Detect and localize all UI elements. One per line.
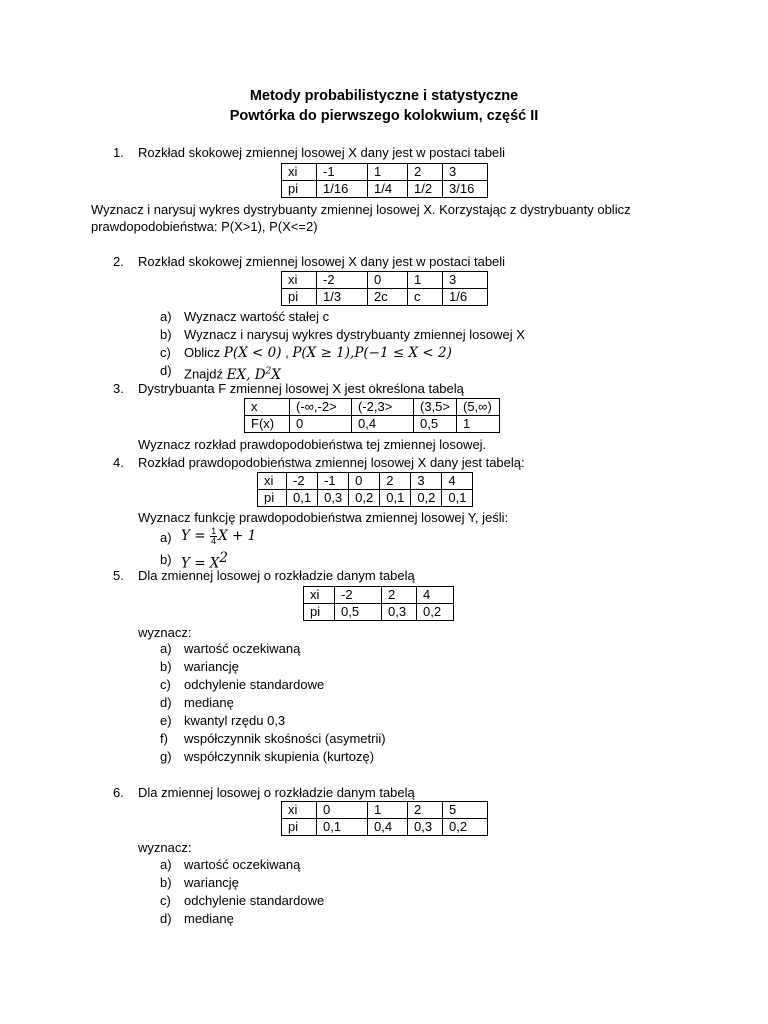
table-cell: c <box>408 289 443 306</box>
table-cell: 1/4 <box>368 181 408 198</box>
table-cell: 0 <box>290 416 352 433</box>
problem-2-item-c-letter: c) <box>160 345 171 360</box>
table-cell: 4 <box>442 473 473 490</box>
table-cell: -1 <box>318 473 349 490</box>
problem-2-item-c-separator: , <box>281 345 293 360</box>
table-cell: 3 <box>411 473 442 490</box>
problem-6-number: 6. <box>113 785 124 800</box>
table-cell: -2 <box>335 587 382 604</box>
list-item: współczynnik skośności (asymetrii) <box>184 731 386 746</box>
problem-3-instruction: Wyznacz rozkład prawdopodobieństwa tej zmiennej losowej. <box>138 437 487 452</box>
document-subtitle: Powtórka do pierwszego kolokwium, część II <box>229 108 539 124</box>
table-cell: 0,2 <box>349 490 380 507</box>
table-cell: 0,1 <box>317 819 368 836</box>
problem-2-item-c <box>184 344 452 362</box>
table-cell: xi <box>282 802 317 819</box>
table-row <box>245 399 500 416</box>
table-cell: 2 <box>408 802 443 819</box>
table-cell: 5 <box>443 802 488 819</box>
table-row <box>282 819 488 836</box>
table-row <box>304 587 454 604</box>
document-title: Metody probabilistyczne i statystyczne <box>249 88 519 104</box>
table-cell: 0,4 <box>368 819 408 836</box>
problem-1-table <box>281 163 488 198</box>
list-item: wariancję <box>184 659 239 674</box>
table-cell: -2 <box>287 473 318 490</box>
problem-6-wyznacz: wyznacz: <box>138 840 192 855</box>
table-row <box>245 416 500 433</box>
table-cell: 4 <box>417 587 454 604</box>
fraction: $\frac{1}{4}$ <box>211 526 217 547</box>
list-item-letter: d) <box>160 911 172 926</box>
problem-4-item-b-letter: b) <box>160 552 172 567</box>
problem-6-text: Dla zmiennej losowej o rozkładzie danym tabelą <box>138 785 415 800</box>
table-cell: -1 <box>317 164 368 181</box>
table-cell: 0,2 <box>411 490 442 507</box>
list-item-letter: f) <box>160 731 168 746</box>
problem-2-item-c-formula-3: P(−1 ≤ X < 2) <box>354 345 452 361</box>
problem-5-wyznacz: wyznacz: <box>138 625 192 640</box>
list-item-letter: c) <box>160 677 171 692</box>
table-cell: 0,3 <box>318 490 349 507</box>
problem-1-number: 1. <box>113 145 124 160</box>
table-cell: xi <box>282 164 317 181</box>
problem-4-instruction: Wyznacz funkcję prawdopodobieństwa zmiennej losowej Y, jeśli: <box>138 510 509 525</box>
table-row <box>282 272 488 289</box>
problem-5-number: 5. <box>113 568 124 583</box>
table-cell: 0,3 <box>408 819 443 836</box>
table-cell: pi <box>304 604 335 621</box>
table-cell: 0,1 <box>442 490 473 507</box>
table-cell: 2 <box>380 473 411 490</box>
list-item-letter: b) <box>160 875 172 890</box>
table-cell: pi <box>282 181 317 198</box>
table-cell: 0,1 <box>287 490 318 507</box>
list-item: medianę <box>184 911 234 926</box>
table-cell: 2 <box>382 587 417 604</box>
table-cell: 0,2 <box>417 604 454 621</box>
table-row <box>282 802 488 819</box>
list-item: odchylenie standardowe <box>184 677 325 692</box>
problem-4-table <box>257 472 473 507</box>
problem-2-number: 2. <box>113 254 124 269</box>
table-row <box>258 490 473 507</box>
table-cell: 1/2 <box>408 181 443 198</box>
list-item: współczynnik skupienia (kurtozę) <box>184 749 375 764</box>
problem-2-text: Rozkład skokowej zmiennej losowej X dany jest w postaci tabeli <box>138 254 506 269</box>
table-row <box>282 289 488 306</box>
table-cell: pi <box>258 490 287 507</box>
table-row <box>282 181 488 198</box>
table-cell: 1 <box>457 416 500 433</box>
table-cell: pi <box>282 819 317 836</box>
table-cell: 0,5 <box>414 416 457 433</box>
list-item-letter: a) <box>160 641 172 656</box>
table-cell: 0,2 <box>443 819 488 836</box>
table-cell: 1 <box>408 272 443 289</box>
table-cell: x <box>245 399 290 416</box>
problem-2-item-c-text: Oblicz <box>184 345 221 360</box>
problem-1-text: Rozkład skokowej zmiennej losowej X dany jest w postaci tabeli <box>138 145 506 160</box>
problem-2-table <box>281 271 488 306</box>
table-cell: -2 <box>317 272 368 289</box>
table-cell: 0 <box>368 272 408 289</box>
list-item-letter: c) <box>160 893 171 908</box>
table-cell: 1/3 <box>317 289 368 306</box>
table-cell: 2 <box>408 164 443 181</box>
list-item: kwantyl rzędu 0,3 <box>184 713 286 728</box>
list-item-letter: a) <box>160 857 172 872</box>
problem-2-item-b: Wyznacz i narysuj wykres dystrybuanty zmiennej losowej X <box>184 327 525 342</box>
list-item: odchylenie standardowe <box>184 893 325 908</box>
table-cell: 3 <box>443 272 488 289</box>
table-row <box>282 164 488 181</box>
table-cell: 0,4 <box>352 416 414 433</box>
problem-3-table <box>244 398 500 433</box>
problem-2-item-d-text: Znajdź <box>184 366 224 382</box>
list-item: wartość oczekiwaną <box>184 641 301 656</box>
list-item: wariancję <box>184 875 239 890</box>
table-cell: xi <box>304 587 335 604</box>
list-item: medianę <box>184 695 234 710</box>
table-cell: xi <box>258 473 287 490</box>
problem-5-text: Dla zmiennej losowej o rozkładzie danym tabelą <box>138 568 415 583</box>
problem-6-table <box>281 801 488 836</box>
problem-1-instruction-cont: prawdopodobieństwa: P(X>1), P(X<=2) <box>91 219 318 234</box>
list-item: wartość oczekiwaną <box>184 857 301 872</box>
table-cell: 3/16 <box>443 181 488 198</box>
problem-4-number: 4. <box>113 455 124 470</box>
problem-3-number: 3. <box>113 381 124 396</box>
list-item-letter: d) <box>160 695 172 710</box>
table-cell: 0 <box>349 473 380 490</box>
table-cell: (3,5> <box>414 399 457 416</box>
table-cell: 1 <box>368 802 408 819</box>
problem-4-text: Rozkład prawdopodobieństwa zmiennej losowej X dany jest tabelą: <box>138 455 525 470</box>
table-row <box>258 473 473 490</box>
table-cell: 1/16 <box>317 181 368 198</box>
problem-2-item-c-formula-1: P(X < 0) <box>223 345 282 361</box>
table-cell: 3 <box>443 164 488 181</box>
table-row <box>304 604 454 621</box>
problem-2-item-c-formula-2: P(X ≥ 1), <box>292 345 355 361</box>
table-cell: 1 <box>368 164 408 181</box>
table-cell: 0,3 <box>382 604 417 621</box>
problem-2-item-a-letter: a) <box>160 309 172 324</box>
table-cell: 2c <box>368 289 408 306</box>
problem-2-item-b-letter: b) <box>160 327 172 342</box>
problem-2-item-d-letter: d) <box>160 363 172 378</box>
list-item-letter: b) <box>160 659 172 674</box>
table-cell: pi <box>282 289 317 306</box>
list-item-letter: e) <box>160 713 172 728</box>
list-item-letter: g) <box>160 749 172 764</box>
problem-2-item-a: Wyznacz wartość stałej c <box>184 309 330 324</box>
table-cell: (-∞,-2> <box>290 399 352 416</box>
problem-4-item-b: $Y = X^2$ <box>181 550 229 572</box>
table-cell: 0 <box>317 802 368 819</box>
problem-4-item-a: Y = $\frac{1}{4}$ X + 1 <box>181 526 257 547</box>
table-cell: F(x) <box>245 416 290 433</box>
table-cell: 0,5 <box>335 604 382 621</box>
problem-4-item-a-letter: a) <box>160 530 172 545</box>
problem-3-text: Dystrybuanta F zmiennej losowej X jest określona tabelą <box>138 381 464 396</box>
problem-1-instruction: Wyznacz i narysuj wykres dystrybuanty zmiennej losowej X. Korzystając z dystrybuanty oblicz <box>91 202 631 217</box>
problem-5-table <box>303 586 454 621</box>
table-cell: xi <box>282 272 317 289</box>
table-cell: (5,∞) <box>457 399 500 416</box>
table-cell: (-2,3> <box>352 399 414 416</box>
table-cell: 0,1 <box>380 490 411 507</box>
problem-2-item-d-formula: EX, $D^2X$ <box>226 366 281 383</box>
table-cell: 1/6 <box>443 289 488 306</box>
